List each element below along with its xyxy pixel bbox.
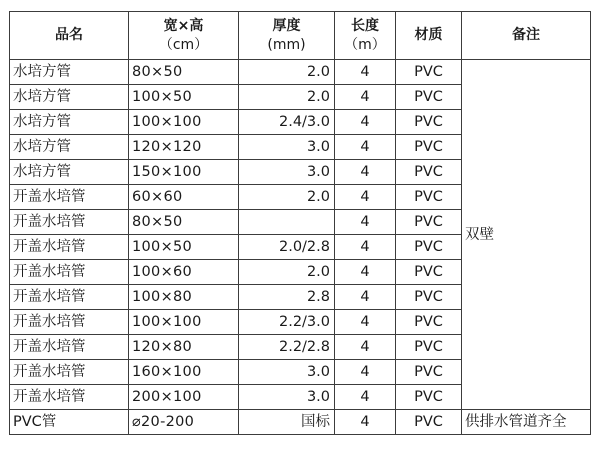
- header-size: 宽×高 （cm）: [129, 12, 239, 60]
- cell-material: PVC: [396, 410, 462, 435]
- cell-material: PVC: [396, 110, 462, 135]
- cell-size: 100×50: [129, 235, 239, 260]
- cell-thickness: 2.0/2.8: [239, 235, 335, 260]
- cell-name: 水培方管: [10, 160, 129, 185]
- cell-size: 60×60: [129, 185, 239, 210]
- cell-name: 开盖水培管: [10, 360, 129, 385]
- cell-material: PVC: [396, 210, 462, 235]
- cell-size: ⌀20-200: [129, 410, 239, 435]
- cell-thickness: 3.0: [239, 360, 335, 385]
- cell-length: 4: [335, 385, 396, 410]
- cell-size: 100×100: [129, 310, 239, 335]
- cell-material: PVC: [396, 235, 462, 260]
- cell-size: 160×100: [129, 360, 239, 385]
- cell-name: 水培方管: [10, 110, 129, 135]
- cell-size: 100×80: [129, 285, 239, 310]
- cell-length: 4: [335, 60, 396, 85]
- cell-name: 开盖水培管: [10, 310, 129, 335]
- cell-name: 开盖水培管: [10, 260, 129, 285]
- cell-size: 100×60: [129, 260, 239, 285]
- cell-size: 80×50: [129, 60, 239, 85]
- cell-length: 4: [335, 235, 396, 260]
- cell-material: PVC: [396, 135, 462, 160]
- cell-length: 4: [335, 310, 396, 335]
- cell-length: 4: [335, 85, 396, 110]
- cell-thickness: 3.0: [239, 160, 335, 185]
- cell-name: 开盖水培管: [10, 235, 129, 260]
- header-length: 长度 （m）: [335, 12, 396, 60]
- cell-material: PVC: [396, 85, 462, 110]
- table-row: [10, 60, 591, 85]
- cell-size: 150×100: [129, 160, 239, 185]
- cell-length: 4: [335, 160, 396, 185]
- cell-remark-double-wall: 双壁: [462, 60, 591, 410]
- cell-name: 开盖水培管: [10, 285, 129, 310]
- cell-thickness: 2.2/2.8: [239, 335, 335, 360]
- table-row: [10, 410, 591, 435]
- cell-material: PVC: [396, 260, 462, 285]
- cell-name: 水培方管: [10, 60, 129, 85]
- cell-thickness: [239, 210, 335, 235]
- cell-material: PVC: [396, 335, 462, 360]
- table-body: [10, 60, 591, 435]
- cell-material: PVC: [396, 360, 462, 385]
- cell-remark-pvc-pipe: 供排水管道齐全: [462, 410, 591, 435]
- table-header: [10, 12, 591, 60]
- cell-length: 4: [335, 335, 396, 360]
- cell-size: 200×100: [129, 385, 239, 410]
- cell-material: PVC: [396, 310, 462, 335]
- cell-name: PVC管: [10, 410, 129, 435]
- cell-length: 4: [335, 410, 396, 435]
- cell-name: 开盖水培管: [10, 185, 129, 210]
- cell-name: 水培方管: [10, 85, 129, 110]
- cell-material: PVC: [396, 160, 462, 185]
- cell-size: 100×100: [129, 110, 239, 135]
- cell-length: 4: [335, 260, 396, 285]
- cell-size: 120×80: [129, 335, 239, 360]
- cell-material: PVC: [396, 385, 462, 410]
- cell-material: PVC: [396, 285, 462, 310]
- cell-name: 水培方管: [10, 135, 129, 160]
- cell-thickness: 2.0: [239, 85, 335, 110]
- header-name: 品名: [10, 12, 129, 60]
- cell-length: 4: [335, 185, 396, 210]
- cell-length: 4: [335, 360, 396, 385]
- cell-thickness: 3.0: [239, 135, 335, 160]
- cell-thickness: 国标: [239, 410, 335, 435]
- cell-size: 100×50: [129, 85, 239, 110]
- cell-length: 4: [335, 285, 396, 310]
- cell-name: 开盖水培管: [10, 335, 129, 360]
- header-remark: 备注: [462, 12, 591, 60]
- cell-name: 开盖水培管: [10, 210, 129, 235]
- cell-material: PVC: [396, 185, 462, 210]
- cell-name: 开盖水培管: [10, 385, 129, 410]
- header-row: [10, 12, 591, 60]
- cell-length: 4: [335, 210, 396, 235]
- cell-thickness: 2.0: [239, 185, 335, 210]
- spec-table-container: [9, 11, 590, 435]
- cell-size: 120×120: [129, 135, 239, 160]
- cell-length: 4: [335, 135, 396, 160]
- cell-material: PVC: [396, 60, 462, 85]
- cell-thickness: 2.0: [239, 60, 335, 85]
- cell-thickness: 3.0: [239, 385, 335, 410]
- cell-thickness: 2.8: [239, 285, 335, 310]
- cell-thickness: 2.4/3.0: [239, 110, 335, 135]
- header-material: 材质: [396, 12, 462, 60]
- cell-thickness: 2.0: [239, 260, 335, 285]
- pipe-spec-table: [9, 11, 591, 435]
- header-thickness: 厚度 (mm): [239, 12, 335, 60]
- cell-size: 80×50: [129, 210, 239, 235]
- cell-thickness: 2.2/3.0: [239, 310, 335, 335]
- cell-length: 4: [335, 110, 396, 135]
